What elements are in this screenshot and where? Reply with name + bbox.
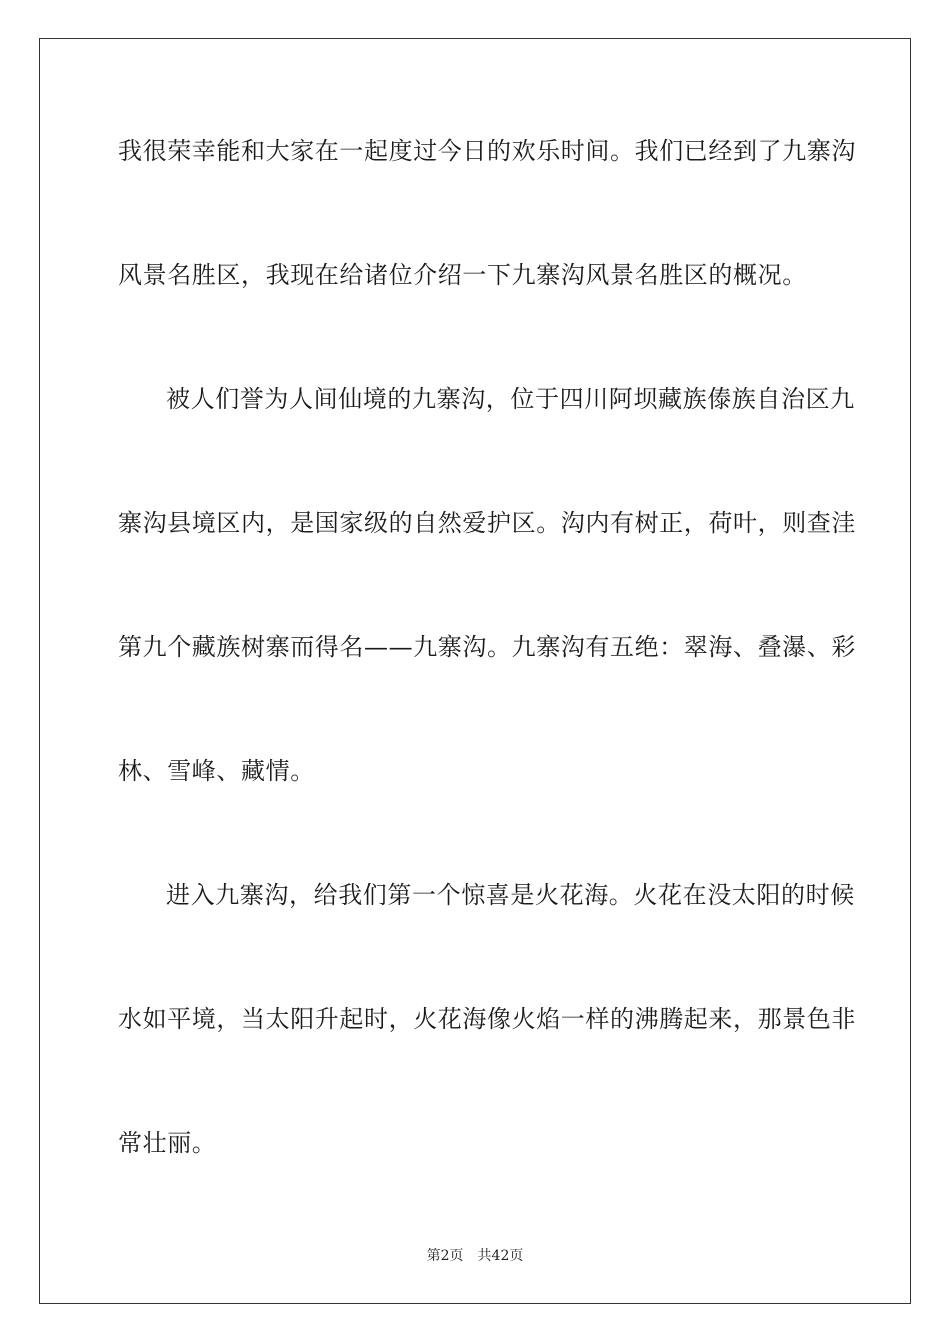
text-line: 林、雪峰、藏情。 xyxy=(118,757,315,785)
text-line: 第九个藏族树寨而得名——九寨沟。九寨沟有五绝：翠海、叠瀑、彩 xyxy=(118,633,856,661)
page-total: 共42页 xyxy=(477,1248,524,1264)
text-line: 常壮丽。 xyxy=(118,1129,217,1157)
page-border xyxy=(39,38,911,1304)
text-line: 风景名胜区，我现在给诸位介绍一下九寨沟风景名胜区的概况。 xyxy=(118,261,807,289)
text-line: 进入九寨沟，给我们第一个惊喜是火花海。火花在没太阳的时候 xyxy=(166,881,855,909)
text-line: 被人们誉为人间仙境的九寨沟，位于四川阿坝藏族傣族自治区九 xyxy=(166,385,855,413)
text-line: 寨沟县境区内，是国家级的自然爱护区。沟内有树正，荷叶，则查洼 xyxy=(118,509,856,537)
page-footer xyxy=(0,1247,950,1265)
page-number: 第2页 xyxy=(426,1248,464,1264)
text-line: 水如平境，当太阳升起时，火花海像火焰一样的沸腾起来，那景色非 xyxy=(118,1005,856,1033)
text-line: 我很荣幸能和大家在一起度过今日的欢乐时间。我们已经到了九寨沟 xyxy=(118,137,856,165)
